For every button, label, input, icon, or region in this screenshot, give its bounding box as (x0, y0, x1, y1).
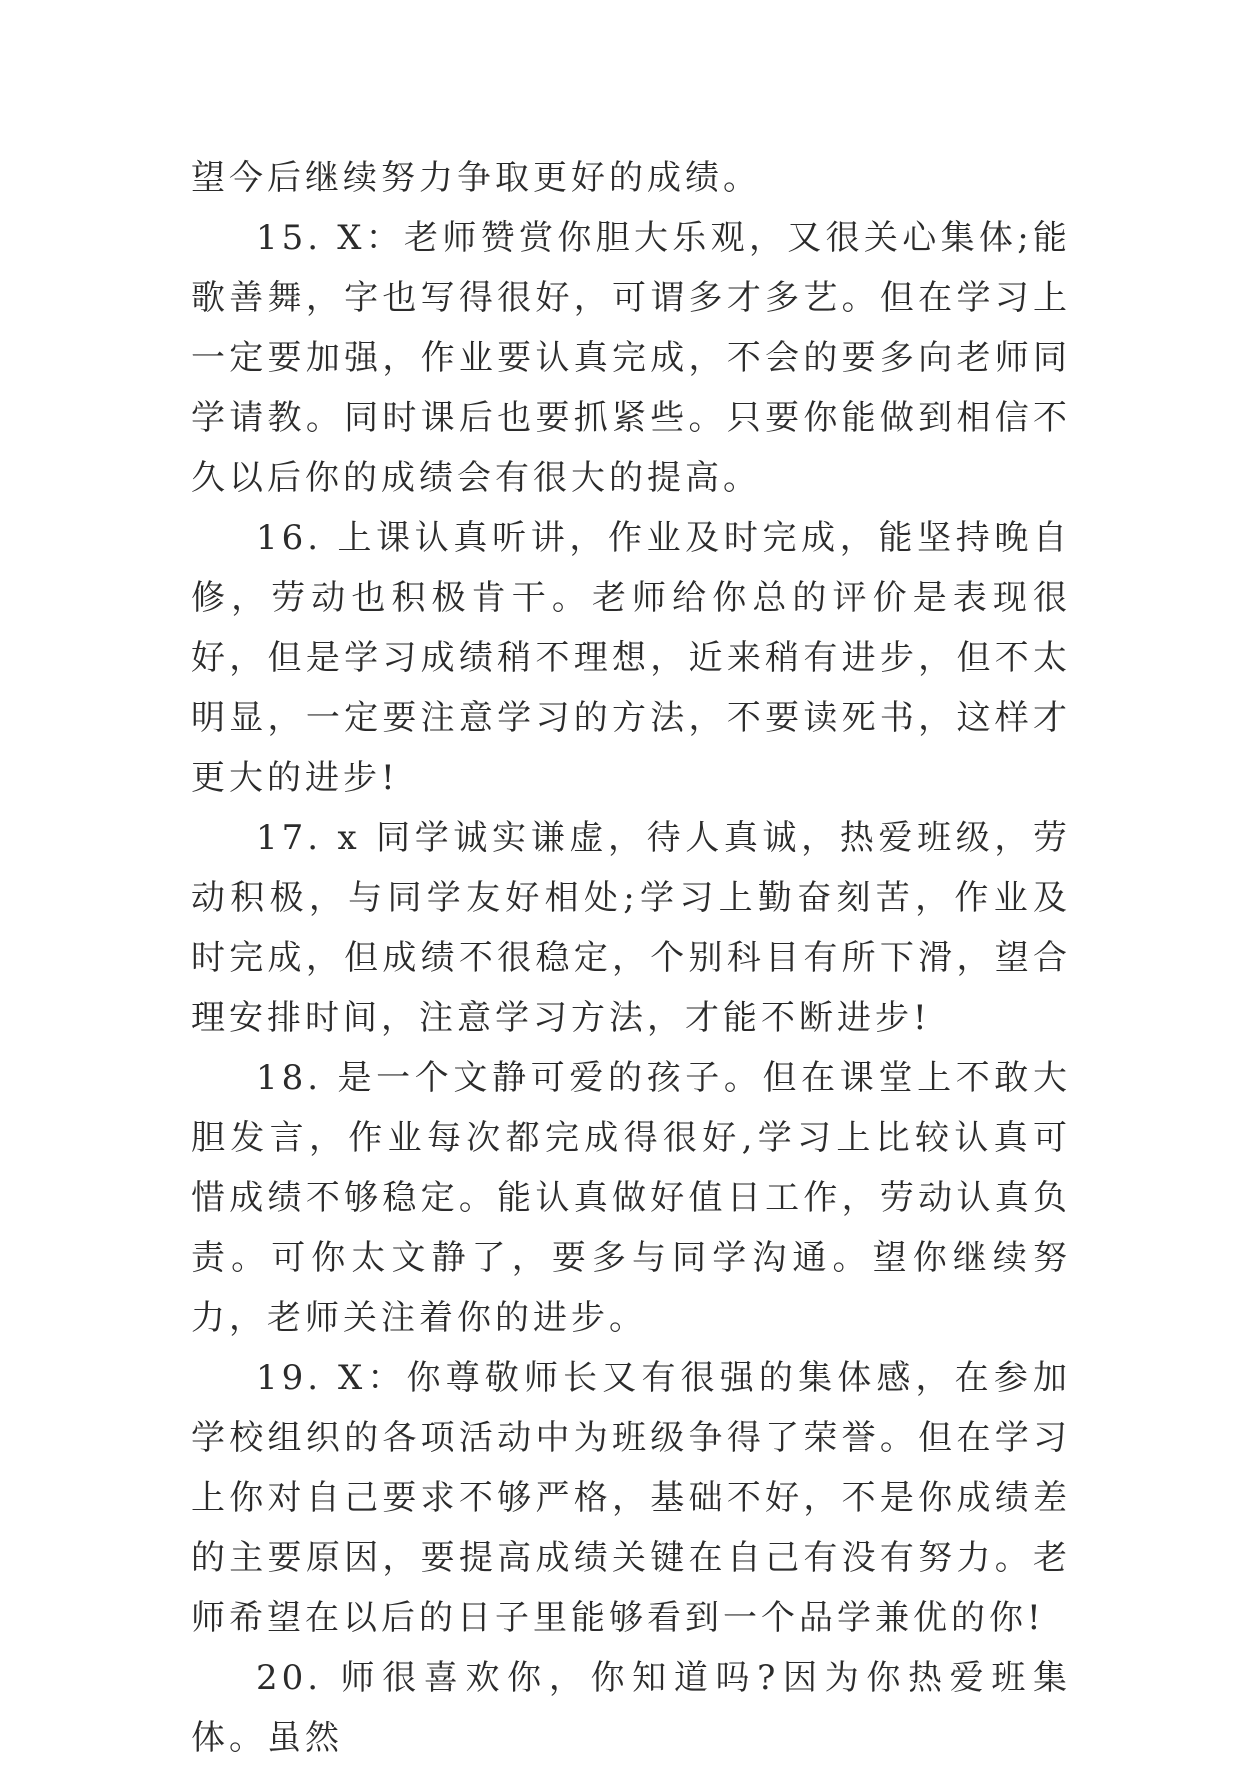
paragraph-item-18: 18. 是一个文静可爱的孩子。但在课堂上不敢大胆发言，作业每次都完成得很好,学习上比较认真可惜成绩不够稳定。能认真做好值日工作，劳动认真负责。可你太文静了，要多与同学沟通。望你继续努力，老师关注着你的进步。 (191, 1058, 1071, 1338)
document-body (191, 148, 1071, 1768)
paragraph-item-19: 19. X：你尊敬师长又有很强的集体感，在参加学校组织的各项活动中为班级争得了荣誉。但在学习上你对自己要求不够严格，基础不好，不是你成绩差的主要原因，要提高成绩关键在自己有没有努力。老师希望在以后的日子里能够看到一个品学兼优的你! (191, 1358, 1071, 1638)
paragraph-item-15: 15. X：老师赞赏你胆大乐观，又很关心集体;能歌善舞，字也写得很好，可谓多才多艺。但在学习上一定要加强，作业要认真完成，不会的要多向老师同学请教。同时课后也要抓紧些。只要你能做到相信不久以后你的成绩会有很大的提高。 (191, 218, 1071, 498)
paragraph-item-16: 16. 上课认真听讲，作业及时完成，能坚持晚自修，劳动也积极肯干。老师给你总的评价是表现很好，但是学习成绩稍不理想，近来稍有进步，但不太明显，一定要注意学习的方法，不要读死书，这样才更大的进步! (191, 518, 1071, 798)
paragraph-item-17: 17. x 同学诚实谦虚，待人真诚，热爱班级，劳动积极，与同学友好相处;学习上勤奋刻苦，作业及时完成，但成绩不很稳定，个别科目有所下滑，望合理安排时间，注意学习方法，才能不断进步! (191, 818, 1071, 1038)
paragraph-continuation: 望今后继续努力争取更好的成绩。 (191, 158, 761, 198)
paragraph-item-20: 20. 师很喜欢你，你知道吗?因为你热爱班集体。虽然 (191, 1658, 1071, 1758)
